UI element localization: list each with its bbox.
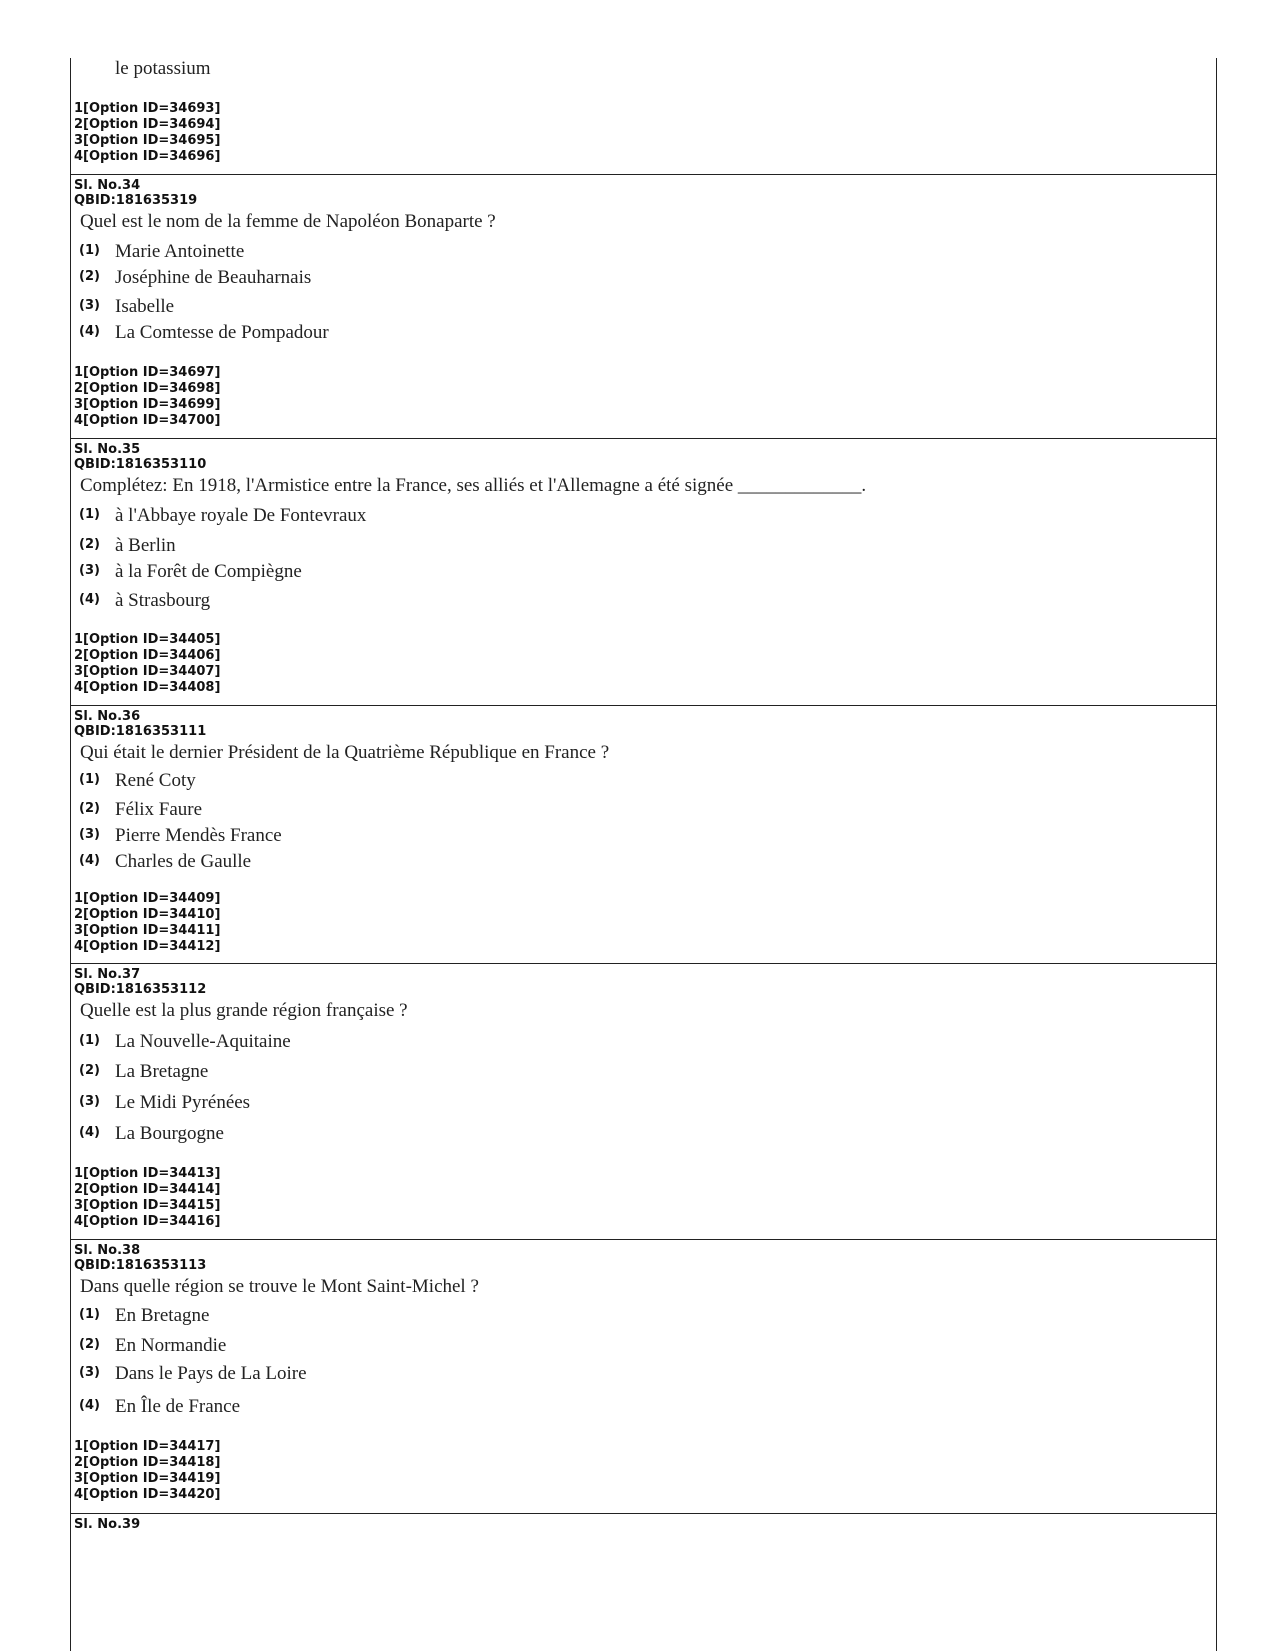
option-text: Dans le Pays de La Loire [115,1363,307,1384]
question-text: Quelle est la plus grande région française ? [80,1000,408,1021]
qbid: QBID:1816353111 [74,724,207,739]
option-id: 1[Option ID=34405] [74,632,221,647]
qbid: QBID:181635319 [74,193,198,208]
option-text: En Normandie [115,1335,227,1356]
serial-number: Sl. No.39 [74,1517,141,1532]
option-number: (4) [79,853,100,868]
option-id-list [74,632,220,696]
option-id-list [74,1166,220,1230]
option-number: (1) [79,1307,100,1322]
question-block-39 [71,1514,1216,1651]
option-id: 3[Option ID=34699] [74,397,221,412]
question-block-37 [71,964,1216,1240]
option-text: à Strasbourg [115,590,211,611]
question-block-38 [71,1240,1216,1514]
option-text: La Comtesse de Pompadour [115,322,329,343]
option-number: (2) [79,269,100,284]
option-id: 3[Option ID=34695] [74,133,221,148]
option-id: 3[Option ID=34407] [74,664,221,679]
option-text: Le Midi Pyrénées [115,1092,251,1113]
question-block-34 [71,175,1216,439]
serial-number: Sl. No.34 [74,178,141,193]
option-id: 3[Option ID=34411] [74,923,221,938]
option-text: En Île de France [115,1396,241,1417]
option-text: Pierre Mendès France [115,825,282,846]
option-number: (3) [79,563,100,578]
serial-number: Sl. No.36 [74,709,141,724]
option-number: (4) [79,324,100,339]
option-id: 4[Option ID=34408] [74,680,221,695]
option-id: 2[Option ID=34694] [74,117,221,132]
option-number: (1) [79,507,100,522]
option-number: (2) [79,1063,100,1078]
option-id: 4[Option ID=34412] [74,939,221,954]
qbid: QBID:1816353112 [74,982,207,997]
option-id: 2[Option ID=34418] [74,1455,221,1470]
option-text: La Bretagne [115,1061,209,1082]
qbid: QBID:1816353113 [74,1258,207,1273]
qbid: QBID:1816353110 [74,457,207,472]
option-number: (2) [79,1337,100,1352]
option-id: 4[Option ID=34700] [74,413,221,428]
option-text: Félix Faure [115,799,203,820]
option-id: 2[Option ID=34414] [74,1182,221,1197]
option-number: (1) [79,772,100,787]
option-id-list [74,365,220,429]
question-block-33-continued [71,58,1216,175]
option-number: (2) [79,537,100,552]
option-text: René Coty [115,770,196,791]
question-text: Dans quelle région se trouve le Mont Saint-Michel ? [80,1276,479,1297]
question-paper [70,58,1217,1651]
option-id: 4[Option ID=34420] [74,1487,221,1502]
option-id: 4[Option ID=34696] [74,149,221,164]
question-text: Complétez: En 1918, l'Armistice entre la France, ses alliés et l'Allemagne a été signée _____________. [80,475,867,496]
option-text: La Bourgogne [115,1123,224,1144]
option-id: 1[Option ID=34413] [74,1166,221,1181]
option-id: 3[Option ID=34419] [74,1471,221,1486]
option-id: 2[Option ID=34698] [74,381,221,396]
option-id: 2[Option ID=34406] [74,648,221,663]
option-text: à la Forêt de Compiègne [115,561,302,582]
option-number: (1) [79,1033,100,1048]
option-text: Joséphine de Beauharnais [115,267,312,288]
option-text: En Bretagne [115,1305,210,1326]
option-number: (2) [79,801,100,816]
question-text: Quel est le nom de la femme de Napoléon Bonaparte ? [80,211,496,232]
option-number: (4) [79,1398,100,1413]
option-id: 1[Option ID=34693] [74,101,221,116]
option-id-list [74,1439,220,1503]
option-id-list [74,891,220,955]
option-number: (3) [79,298,100,313]
serial-number: Sl. No.35 [74,442,141,457]
option-text: Isabelle [115,296,175,317]
option-text: Marie Antoinette [115,241,245,262]
option-text: Charles de Gaulle [115,851,252,872]
question-block-35 [71,439,1216,706]
option-id: 2[Option ID=34410] [74,907,221,922]
option-number: (1) [79,243,100,258]
option-text: à l'Abbaye royale De Fontevraux [115,505,367,526]
option-text: à Berlin [115,535,176,556]
option-id: 4[Option ID=34416] [74,1214,221,1229]
option-number: (4) [79,592,100,607]
option-id: 1[Option ID=34409] [74,891,221,906]
serial-number: Sl. No.38 [74,1243,141,1258]
option-number: (3) [79,1365,100,1380]
option-text: La Nouvelle-Aquitaine [115,1031,291,1052]
option-id: 3[Option ID=34415] [74,1198,221,1213]
question-text: Qui était le dernier Président de la Quatrième République en France ? [80,742,610,763]
option-id: 1[Option ID=34697] [74,365,221,380]
serial-number: Sl. No.37 [74,967,141,982]
question-block-36 [71,706,1216,964]
option-number: (3) [79,1094,100,1109]
option-number: (4) [79,1125,100,1140]
option-id: 1[Option ID=34417] [74,1439,221,1454]
option-number: (3) [79,827,100,842]
option-id-list [74,101,220,165]
option-text: le potassium [115,58,211,79]
